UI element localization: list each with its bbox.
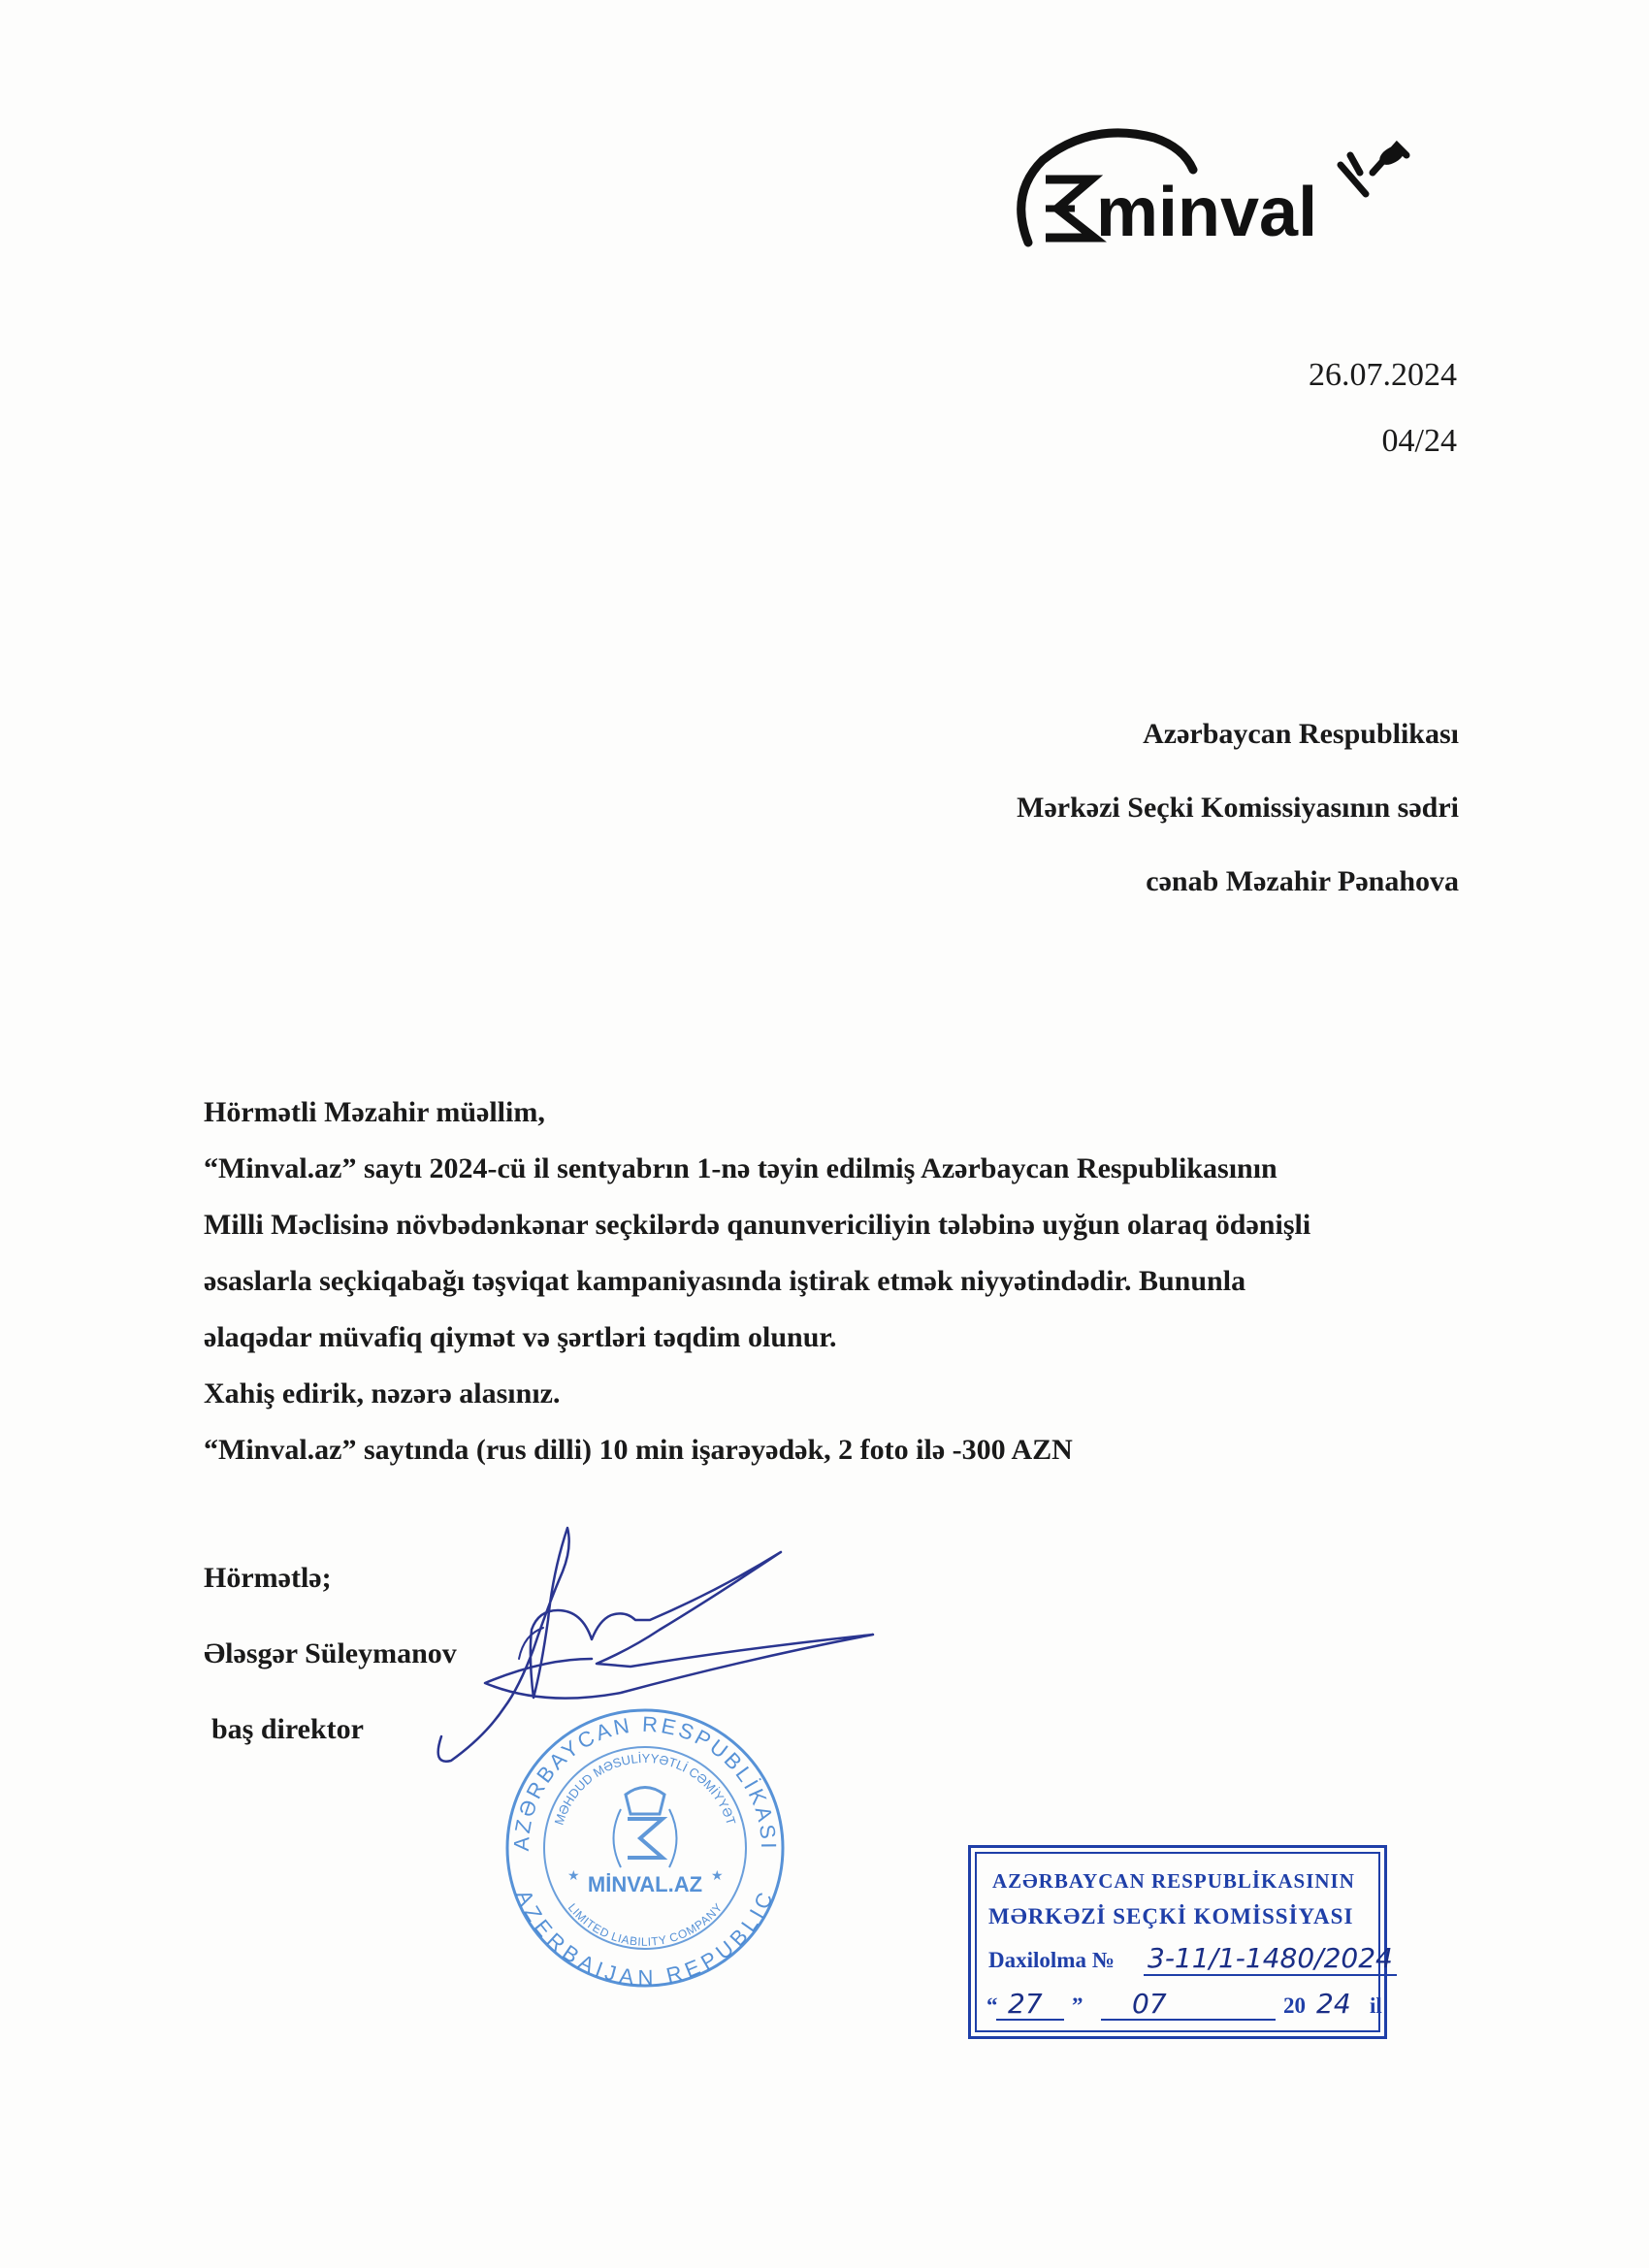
addressee-line-2: Mərkəzi Seçki Komissiyasının sədri	[1017, 792, 1459, 824]
stamp-year-prefix: 20	[1283, 1993, 1306, 2018]
signer-name: Ələsgər Süleymanov	[204, 1637, 457, 1669]
stamp-year-label: il	[1370, 1993, 1382, 2018]
stamp-year-suffix: 24	[1316, 1988, 1351, 2020]
signer-title: baş direktor	[211, 1713, 364, 1745]
stamp-registration-row	[988, 1942, 1393, 1974]
stamp-registration-number: 3-11/1-1480/2024	[1144, 1942, 1397, 1976]
svg-text:★: ★	[711, 1869, 724, 1884]
stamp-title-line-1: AZƏRBAYCAN RESPUBLİKASININ	[992, 1869, 1355, 1893]
closing-salutation: Hörmətlə;	[204, 1562, 332, 1594]
letter-ref-number: 04/24	[1381, 423, 1457, 459]
registration-stamp	[968, 1845, 1393, 2039]
stamp-open-quote: “	[986, 1993, 998, 2018]
body-line: əlaqədar müvafiq qiymət və şərtləri təqdim olunur.	[204, 1321, 837, 1353]
letter-date: 26.07.2024	[1309, 357, 1457, 393]
minval-logo-mark	[999, 126, 1426, 262]
greeting: Hörmətli Məzahir müəllim,	[204, 1096, 545, 1128]
company-logo	[999, 126, 1426, 262]
body-line: Milli Məclisinə növbədənkənar seçkilərdə qanunvericiliyin tələbinə uyğun olaraq ödənişli	[204, 1209, 1311, 1241]
seal-center-text: MİNVAL.AZ	[587, 1872, 703, 1896]
seal-inner-text: MƏHDUD MƏSULİYYƏTLİ CƏMİYYƏT	[551, 1750, 739, 1828]
stamp-registration-label: Daxilolma №	[988, 1948, 1115, 1972]
addressee-line-1: Azərbaycan Respublikası	[1143, 718, 1459, 750]
seal-bottom-inner-text: LIMITED LIABILITY COMPANY	[565, 1900, 726, 1949]
body-line: “Minval.az” saytı 2024-cü il sentyabrın 1-nə təyin edilmiş Azərbaycan Respublikasının	[204, 1152, 1277, 1184]
body-line: “Minval.az” saytında (rus dilli) 10 min işarəyədək, 2 foto ilə -300 AZN	[204, 1434, 1073, 1466]
stamp-title-line-2: MƏRKƏZİ SEÇKİ KOMİSSİYASI	[988, 1904, 1354, 1928]
stamp-day: 27	[1008, 1988, 1043, 2020]
svg-text:★: ★	[567, 1869, 580, 1884]
handwritten-signature	[427, 1513, 912, 1804]
seal-outer-text: AZƏRBAYCAN RESPUBLİKASI	[508, 1711, 782, 1852]
svg-text:LIMITED LIABILITY COMPANY	[566, 1901, 725, 1949]
body-line: əsaslarla seçkiqabağı təşviqat kampaniyasında iştirak etmək niyyətindədir. Bununla	[204, 1265, 1246, 1297]
body-line: Xahiş edirik, nəzərə alasınız.	[204, 1377, 561, 1409]
addressee-line-3: cənab Məzahir Pənahova	[1146, 865, 1459, 897]
seal-bottom-outer-text: AZERBAIJAN REPUBLIC	[511, 1886, 779, 1991]
stamp-close-quote: ”	[1072, 1993, 1083, 2018]
logo-wordmark: minval	[1096, 174, 1318, 251]
stamp-month: 07	[1132, 1988, 1167, 2020]
